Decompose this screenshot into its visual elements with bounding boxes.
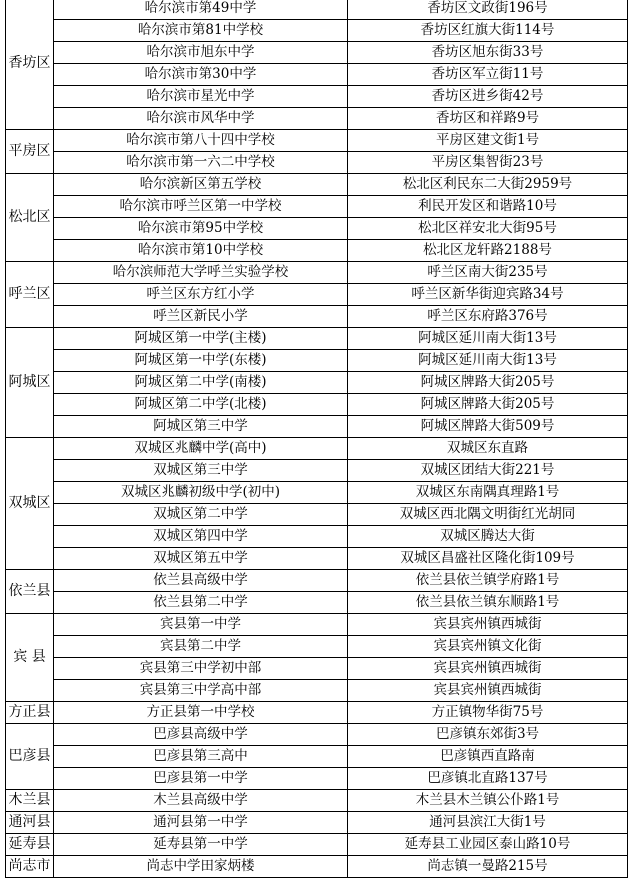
district-cell: 宾 县 <box>6 614 54 702</box>
table-row <box>6 658 628 680</box>
school-address-cell: 依兰县依兰镇学府路1号 <box>348 570 628 592</box>
school-address-cell: 阿城区延川南大街13号 <box>348 328 628 350</box>
district-cell: 木兰县 <box>6 790 54 812</box>
school-address-cell: 阿城区牌路大街205号 <box>348 372 628 394</box>
school-name-cell: 延寿县第一中学 <box>54 834 348 856</box>
table-row <box>6 372 628 394</box>
school-address-cell: 阿城区延川南大街13号 <box>348 350 628 372</box>
school-name-cell: 宾县第一中学 <box>54 614 348 636</box>
district-cell: 依兰县 <box>6 570 54 614</box>
school-name-cell: 双城区第二中学 <box>54 504 348 526</box>
school-name-cell: 双城区第三中学 <box>54 460 348 482</box>
school-name-cell: 哈尔滨市旭东中学 <box>54 42 348 64</box>
school-name-cell: 哈尔滨市第30中学 <box>54 64 348 86</box>
school-address-cell: 香坊区进乡街42号 <box>348 86 628 108</box>
district-cell: 延寿县 <box>6 834 54 856</box>
table-row <box>6 482 628 504</box>
school-address-cell: 宾县宾州镇西城街 <box>348 614 628 636</box>
table-row <box>6 42 628 64</box>
table-row <box>6 746 628 768</box>
district-cell: 松北区 <box>6 174 54 262</box>
school-address-cell: 双城区团结大街221号 <box>348 460 628 482</box>
school-name-cell: 宾县第二中学 <box>54 636 348 658</box>
table-row <box>6 174 628 196</box>
exam-site-table-body <box>6 0 628 878</box>
school-name-cell: 巴彦县第三高中 <box>54 746 348 768</box>
table-row <box>6 108 628 130</box>
school-address-cell: 尚志镇一曼路215号 <box>348 856 628 878</box>
school-name-cell: 哈尔滨市呼兰区第一中学校 <box>54 196 348 218</box>
school-address-cell: 松北区利民东二大街2959号 <box>348 174 628 196</box>
school-address-cell: 双城区腾达大街 <box>348 526 628 548</box>
school-address-cell: 呼兰区南大街235号 <box>348 262 628 284</box>
school-address-cell: 方正镇物华街75号 <box>348 702 628 724</box>
school-name-cell: 阿城区第二中学(南楼) <box>54 372 348 394</box>
table-row <box>6 196 628 218</box>
table-row <box>6 526 628 548</box>
school-name-cell: 宾县第三中学高中部 <box>54 680 348 702</box>
school-address-cell: 平房区建文街1号 <box>348 130 628 152</box>
school-address-cell: 延寿县工业园区泰山路10号 <box>348 834 628 856</box>
table-row <box>6 856 628 878</box>
school-name-cell: 哈尔滨市第10中学校 <box>54 240 348 262</box>
table-row <box>6 834 628 856</box>
table-row <box>6 614 628 636</box>
district-cell: 呼兰区 <box>6 262 54 328</box>
school-address-cell: 巴彦镇东郊街3号 <box>348 724 628 746</box>
table-row <box>6 350 628 372</box>
district-cell: 尚志市 <box>6 856 54 878</box>
school-address-cell: 利民开发区和谐路10号 <box>348 196 628 218</box>
school-name-cell: 双城区兆麟中学(高中) <box>54 438 348 460</box>
school-name-cell: 哈尔滨市第49中学 <box>54 0 348 20</box>
school-address-cell: 香坊区文政街196号 <box>348 0 628 20</box>
school-name-cell: 巴彦县高级中学 <box>54 724 348 746</box>
table-row <box>6 438 628 460</box>
table-row <box>6 394 628 416</box>
school-address-cell: 平房区集智街23号 <box>348 152 628 174</box>
school-address-cell: 巴彦镇北直路137号 <box>348 768 628 790</box>
school-name-cell: 依兰县高级中学 <box>54 570 348 592</box>
school-address-cell: 宾县宾州镇文化街 <box>348 636 628 658</box>
school-address-cell: 双城区东南隅真理路1号 <box>348 482 628 504</box>
school-address-cell: 双城区东直路 <box>348 438 628 460</box>
school-name-cell: 双城区兆麟初级中学(初中) <box>54 482 348 504</box>
school-address-cell: 宾县宾州镇西城街 <box>348 680 628 702</box>
school-name-cell: 宾县第三中学初中部 <box>54 658 348 680</box>
school-address-cell: 松北区龙轩路2188号 <box>348 240 628 262</box>
table-row <box>6 724 628 746</box>
school-name-cell: 哈尔滨市第95中学校 <box>54 218 348 240</box>
school-address-cell: 双城区昌盛社区隆化街109号 <box>348 548 628 570</box>
table-row <box>6 768 628 790</box>
school-name-cell: 巴彦县第一中学 <box>54 768 348 790</box>
school-address-cell: 香坊区军立街11号 <box>348 64 628 86</box>
school-name-cell: 方正县第一中学校 <box>54 702 348 724</box>
exam-site-table <box>5 0 628 878</box>
school-name-cell: 尚志中学田家炳楼 <box>54 856 348 878</box>
table-row <box>6 240 628 262</box>
table-row <box>6 328 628 350</box>
school-name-cell: 哈尔滨新区第五学校 <box>54 174 348 196</box>
school-name-cell: 哈尔滨市风华中学 <box>54 108 348 130</box>
district-cell: 通河县 <box>6 812 54 834</box>
school-address-cell: 阿城区牌路大街205号 <box>348 394 628 416</box>
district-cell: 阿城区 <box>6 328 54 438</box>
table-row <box>6 284 628 306</box>
school-name-cell: 双城区第五中学 <box>54 548 348 570</box>
school-address-cell: 香坊区旭东街33号 <box>348 42 628 64</box>
school-name-cell: 呼兰区新民小学 <box>54 306 348 328</box>
school-name-cell: 哈尔滨市第八十四中学校 <box>54 130 348 152</box>
table-row <box>6 86 628 108</box>
school-name-cell: 双城区第四中学 <box>54 526 348 548</box>
school-address-cell: 松北区祥安北大街95号 <box>348 218 628 240</box>
school-address-cell: 呼兰区新华街迎宾路34号 <box>348 284 628 306</box>
table-row <box>6 592 628 614</box>
school-address-cell: 阿城区牌路大街509号 <box>348 416 628 438</box>
table-row <box>6 218 628 240</box>
school-address-cell: 呼兰区东府路376号 <box>348 306 628 328</box>
school-address-cell: 依兰县依兰镇东顺路1号 <box>348 592 628 614</box>
table-row <box>6 460 628 482</box>
school-name-cell: 依兰县第二中学 <box>54 592 348 614</box>
district-cell: 香坊区 <box>6 0 54 130</box>
school-name-cell: 阿城区第一中学(东楼) <box>54 350 348 372</box>
school-address-cell: 香坊区红旗大街114号 <box>348 20 628 42</box>
district-cell: 双城区 <box>6 438 54 570</box>
school-name-cell: 阿城区第一中学(主楼) <box>54 328 348 350</box>
table-row <box>6 790 628 812</box>
table-row <box>6 504 628 526</box>
school-name-cell: 阿城区第三中学 <box>54 416 348 438</box>
school-name-cell: 通河县第一中学 <box>54 812 348 834</box>
school-address-cell: 宾县宾州镇西城街 <box>348 658 628 680</box>
table-row <box>6 64 628 86</box>
table-row <box>6 680 628 702</box>
school-name-cell: 呼兰区东方红小学 <box>54 284 348 306</box>
school-name-cell: 哈尔滨师范大学呼兰实验学校 <box>54 262 348 284</box>
school-address-cell: 双城区西北隅文明街红光胡同 <box>348 504 628 526</box>
table-row <box>6 0 628 20</box>
table-row <box>6 548 628 570</box>
district-cell: 平房区 <box>6 130 54 174</box>
school-name-cell: 木兰县高级中学 <box>54 790 348 812</box>
school-name-cell: 哈尔滨市星光中学 <box>54 86 348 108</box>
table-row <box>6 416 628 438</box>
table-row <box>6 812 628 834</box>
school-name-cell: 哈尔滨市第81中学校 <box>54 20 348 42</box>
table-row <box>6 636 628 658</box>
school-address-cell: 香坊区和祥路9号 <box>348 108 628 130</box>
district-cell: 方正县 <box>6 702 54 724</box>
table-row <box>6 130 628 152</box>
table-row <box>6 702 628 724</box>
school-name-cell: 阿城区第二中学(北楼) <box>54 394 348 416</box>
school-address-cell: 巴彦镇西直路南 <box>348 746 628 768</box>
school-name-cell: 哈尔滨市第一六二中学校 <box>54 152 348 174</box>
district-cell: 巴彦县 <box>6 724 54 790</box>
table-row <box>6 152 628 174</box>
school-address-cell: 通河县滨江大街1号 <box>348 812 628 834</box>
table-row <box>6 570 628 592</box>
table-row <box>6 262 628 284</box>
table-row <box>6 20 628 42</box>
table-row <box>6 306 628 328</box>
school-address-cell: 木兰县木兰镇公仆路1号 <box>348 790 628 812</box>
